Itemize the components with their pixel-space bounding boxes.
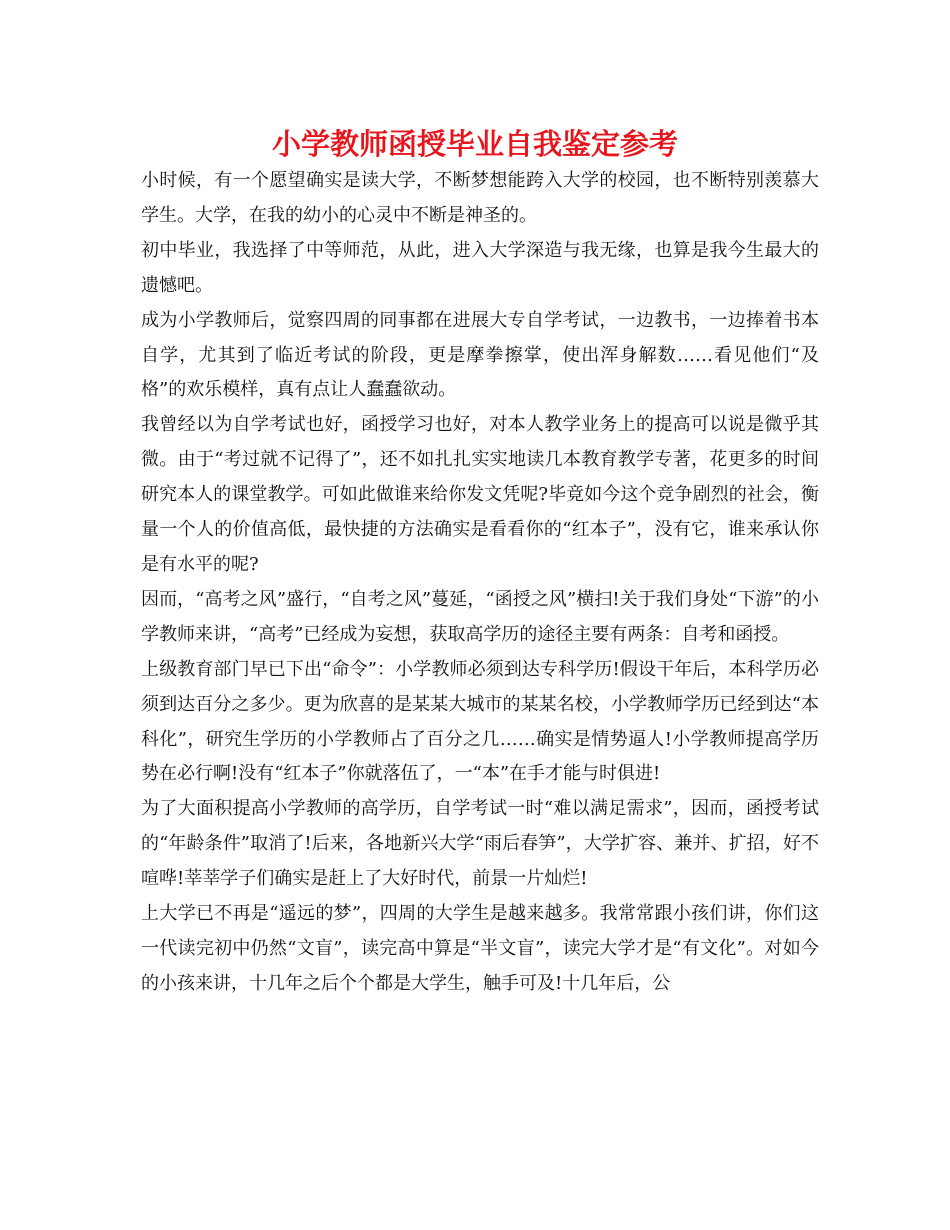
paragraph-3: 成为小学教师后，觉察四周的同事都在进展大专自学考试，一边教书，一边捧着书本自学，尤其到了临近考试的阶段，更是摩拳擦掌，使出浑身解数……看见他们“及格”的欢乐模样，真有点让人蠢蠢欲动。 [141, 309, 819, 401]
paragraph-1: 小时候，有一个愿望确实是读大学，不断梦想能跨入大学的校园，也不断特别羡慕大学生。大学，在我的幼小的心灵中不断是神圣的。 [141, 170, 819, 226]
paragraph-5: 因而，“高考之风”盛行，“自考之风”蔓延，“函授之风”横扫!关于我们身处“下游”的小学教师来讲，“高考”已经成为妄想，获取高学历的途径主要有两条：自考和函授。 [141, 588, 819, 645]
paragraph-8: 上大学已不再是“遥远的梦”，四周的大学生是越来越多。我常常跟小孩们讲，你们这一代读完初中仍然“文盲”，读完高中算是“半文盲”，读完大学才是“有文化”。对如今的小孩来讲，十几年之后个个都是大学生，触手可及!十几年后，公 [141, 903, 819, 994]
document-body [141, 164, 819, 1002]
paragraph-7: 为了大面积提高小学教师的高学历，自学考试一时“难以满足需求”，因而，函授考试的“年龄条件”取消了!后来，各地新兴大学“雨后春笋”，大学扩容、兼并、扩招，好不喧哗!莘莘学子们确实是赶上了大好时代，前景一片灿烂! [141, 798, 819, 890]
paragraph-2: 初中毕业，我选择了中等师范，从此，进入大学深造与我无缘，也算是我今生最大的遗憾吧。 [141, 239, 819, 296]
paragraph-6: 上级教育部门早已下出“命令”：小学教师必须到达专科学历!假设干年后，本科学历必须到达百分之多少。更为欣喜的是某某大城市的某某名校，小学教师学历已经到达“本科化”，研究生学历的小学教师占了百分之几……确实是情势逼人!小学教师提高学历势在必行啊!没有“红本子”你就落伍了，一“本”在手才能与时俱进! [141, 658, 819, 785]
paragraph-4: 我曾经以为自学考试也好，函授学习也好，对本人教学业务上的提高可以说是微乎其微。由于“考过就不记得了”，还不如扎扎实实地读几本教育教学专著，花更多的时间研究本人的课堂教学。可如此做谁来给你发文凭呢?毕竟如今这个竞争剧烈的社会，衡量一个人的价值高低，最快捷的方法确实是看看你的“红本子”，没有它，谁来承认你是有水平的呢? [141, 414, 819, 575]
document-title: 小学教师函授毕业自我鉴定参考 [271, 127, 678, 161]
